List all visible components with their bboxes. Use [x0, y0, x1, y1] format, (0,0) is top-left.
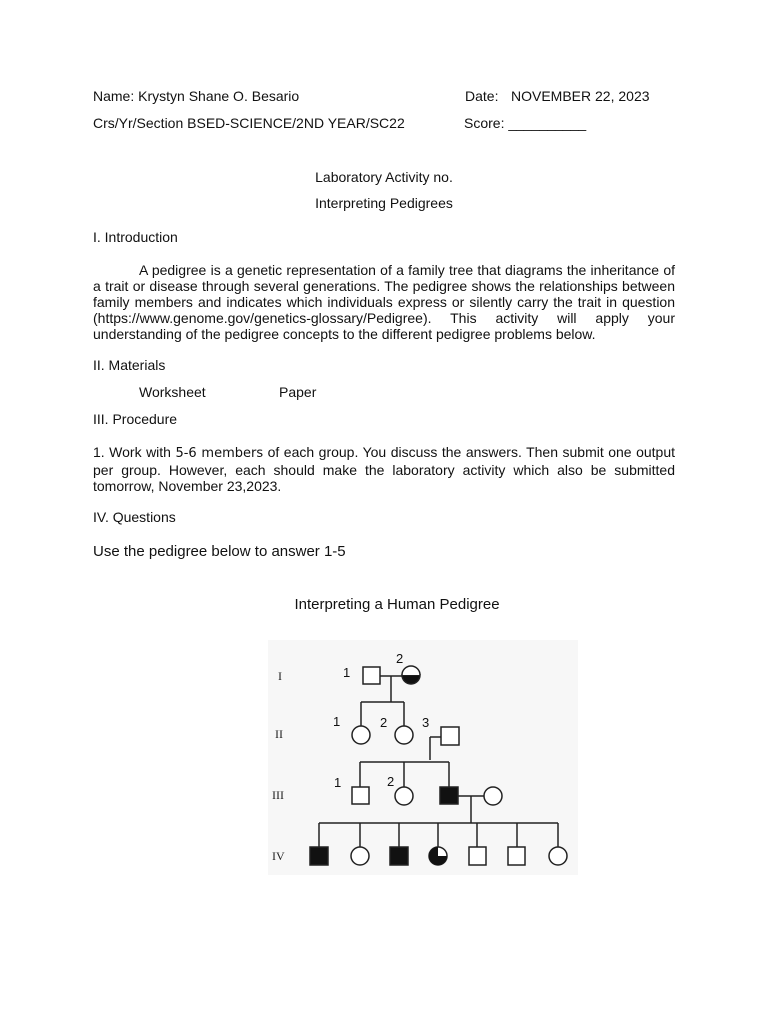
procedure-members-emphasis: 5-6 members [175, 446, 264, 461]
gen4-female-7 [549, 847, 567, 865]
procedure-text-start: 1. Work with [93, 444, 176, 460]
activity-title: Laboratory Activity no. [315, 169, 453, 185]
course-section: Crs/Yr/Section BSED-SCIENCE/2ND YEAR/SC22 [93, 115, 405, 131]
gen1-female-2-affected-lower [402, 675, 420, 684]
gen1-male-1 [363, 667, 380, 684]
date-label: Date: [465, 88, 499, 104]
generation-label-4: IV [272, 849, 285, 863]
date-value: NOVEMBER 22, 2023 [511, 88, 650, 104]
material-paper: Paper [279, 384, 317, 400]
gen4-male-6 [508, 847, 525, 865]
individual-label-gen3-1: 1 [334, 775, 342, 790]
score-field: Score: __________ [464, 115, 587, 131]
gen4-male-affected-3 [390, 847, 408, 865]
gen3-female-partner [484, 787, 502, 805]
individual-label-gen2-2: 2 [380, 715, 388, 730]
gen2-female-1 [352, 726, 370, 744]
gen1-female-2-upper [402, 666, 420, 675]
individual-label-gen2-1: 1 [333, 714, 341, 729]
individual-label-gen1-2: 2 [396, 651, 404, 666]
gen2-male-partner [441, 727, 459, 745]
questions-instruction: Use the pedigree below to answer 1-5 [93, 543, 346, 560]
introduction-heading: I. Introduction [93, 229, 178, 245]
gen3-male-1 [352, 787, 369, 804]
gen2-female-2 [395, 726, 413, 744]
individual-label-gen3-2: 2 [387, 774, 395, 789]
procedure-text-end: of each group. You discuss the answers. Then submit one output per group. However, each should make the laboratory activity which also be submitted tomorrow, November 23,2023. [93, 444, 676, 494]
gen4-male-affected-1 [310, 847, 328, 865]
gen3-male-affected [440, 787, 458, 804]
materials-heading: II. Materials [93, 357, 166, 373]
gen3-female-2 [395, 787, 413, 805]
introduction-paragraph: A pedigree is a genetic representation of a family tree that diagrams the inheritance of a trait or disease through several generations. The pedigree shows the relationships between family members and indicates which individuals express or silently carry the trait in question (https://www.genome.gov/genetics-glossary/Pedigree). This activity will apply your understanding of the pedigree concepts to the different pedigree problems below. [93, 262, 675, 342]
figure-title: Interpreting a Human Pedigree [294, 596, 500, 613]
generation-label-3: III [272, 788, 284, 802]
individual-label-gen2-3: 3 [422, 715, 430, 730]
gen4-male-5 [469, 847, 486, 865]
student-name: Name: Krystyn Shane O. Besario [93, 88, 300, 104]
activity-subtitle: Interpreting Pedigrees [315, 195, 453, 211]
gen4-female-2 [351, 847, 369, 865]
questions-heading: IV. Questions [93, 509, 176, 525]
generation-label-2: II [275, 727, 283, 741]
generation-label-1: I [278, 669, 282, 683]
individual-label-gen1-1: 1 [343, 665, 351, 680]
material-worksheet: Worksheet [139, 384, 206, 400]
procedure-heading: III. Procedure [93, 411, 178, 427]
